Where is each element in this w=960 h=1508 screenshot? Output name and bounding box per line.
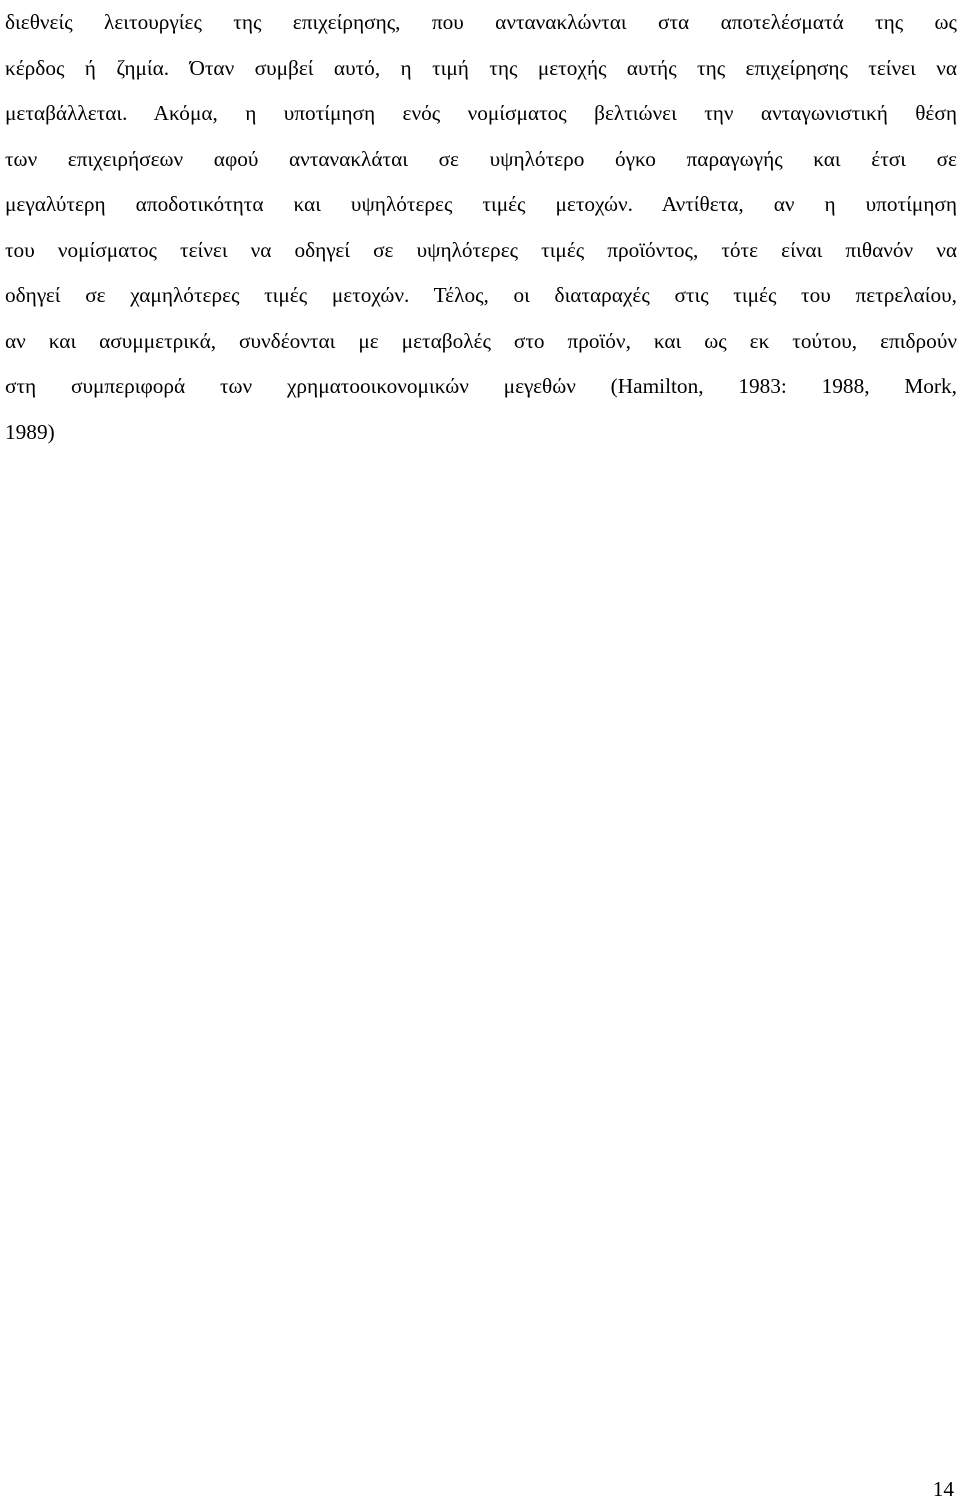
- paragraph-line-4: των επιχειρήσεων αφού αντανακλάται σε υψηλότερο όγκο παραγωγής και έτσι σε: [5, 146, 957, 171]
- body-paragraph: [5, 0, 957, 455]
- paragraph-line-3: μεταβάλλεται. Ακόμα, η υποτίμηση ενός νομίσματος βελτιώνει την ανταγωνιστική θέση: [5, 101, 957, 125]
- paragraph-line-10: 1989): [5, 419, 55, 444]
- paragraph-line-9: στη συμπεριφορά των χρηματοοικονομικών μεγεθών (Hamilton, 1983: 1988, Mork,: [5, 374, 957, 398]
- page-number: 14: [932, 1477, 954, 1501]
- paragraph-line-8: αν και ασυμμετρικά, συνδέονται με μεταβολές στο προϊόν, και ως εκ τούτου, επιδρούν: [5, 328, 957, 353]
- paragraph-line-7: οδηγεί σε χαμηλότερες τιμές μετοχών. Τέλος, οι διαταραχές στις τιμές του πετρελαίου,: [5, 283, 957, 307]
- paragraph-line-5: μεγαλύτερη αποδοτικότητα και υψηλότερες τιμές μετοχών. Αντίθετα, αν η υποτίμηση: [5, 192, 957, 216]
- paragraph-line-6: του νομίσματος τείνει να οδηγεί σε υψηλότερες τιμές προϊόντος, τότε είναι πιθανόν να: [5, 237, 957, 262]
- paragraph-line-1: διεθνείς λειτουργίες της επιχείρησης, που αντανακλώνται στα αποτελέσματά της ως: [5, 10, 957, 34]
- paragraph-line-2: κέρδος ή ζημία. Όταν συμβεί αυτό, η τιμή της μετοχής αυτής της επιχείρησης τείνει να: [5, 55, 957, 80]
